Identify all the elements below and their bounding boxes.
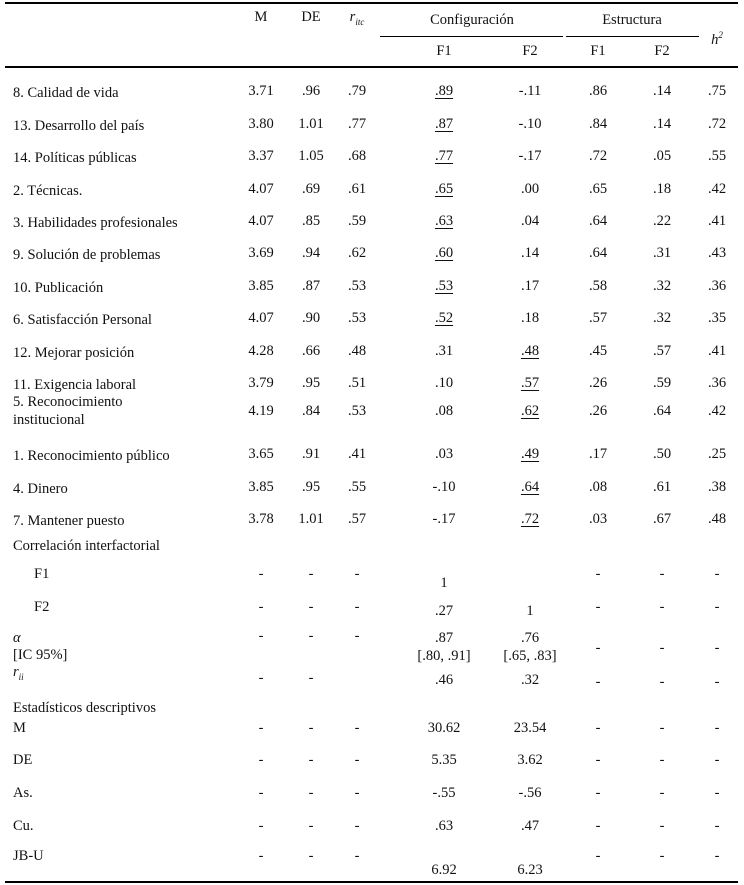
- item-ef2: .67: [652, 511, 672, 527]
- rii-sub: ii: [18, 671, 24, 682]
- dash-ef2: -: [659, 566, 665, 582]
- item-label-line2: institucional: [13, 412, 85, 428]
- item-de: .95: [301, 375, 321, 391]
- header-de: DE: [301, 9, 321, 25]
- descriptive-label: As.: [13, 785, 33, 801]
- item-de: .96: [301, 83, 321, 99]
- item-de: .90: [301, 310, 321, 326]
- descriptive-ef2: -: [659, 848, 665, 864]
- item-label: 8. Calidad de vida: [13, 85, 119, 101]
- descriptive-ritc: -: [354, 818, 360, 834]
- rii-cf1: .46: [434, 672, 454, 688]
- item-ef1: .64: [588, 213, 608, 229]
- item-cf1: .03: [434, 446, 454, 462]
- descriptive-ef1: -: [595, 818, 601, 834]
- item-ritc: .77: [347, 116, 367, 132]
- item-cf1: .10: [434, 375, 454, 391]
- descriptive-ef1: -: [595, 752, 601, 768]
- descriptive-de: -: [308, 752, 314, 768]
- item-h2: .38: [707, 479, 727, 495]
- descriptive-h2: -: [714, 818, 720, 834]
- item-h2: .43: [707, 245, 727, 261]
- item-h2: .42: [707, 403, 727, 419]
- descriptive-cf1: 6.92: [431, 862, 457, 878]
- item-cf1: .52: [434, 310, 454, 326]
- descriptive-de: -: [308, 785, 314, 801]
- item-m: 3.78: [248, 511, 274, 527]
- item-label: 12. Mejorar posición: [13, 345, 135, 361]
- header-ritc: [350, 9, 365, 30]
- item-label: 7. Mantener puesto: [13, 513, 125, 529]
- descriptive-label: JB-U: [13, 848, 44, 864]
- item-m: 3.79: [248, 375, 274, 391]
- correlation-row-label: F2: [34, 599, 50, 615]
- item-cf1: .63: [434, 213, 454, 229]
- alpha-ef2: -: [659, 640, 665, 656]
- item-de: 1.05: [298, 148, 324, 164]
- dash-ef1: -: [595, 599, 601, 615]
- item-cf2: .17: [520, 278, 540, 294]
- descriptive-m: -: [258, 818, 264, 834]
- descriptive-cf1: .63: [434, 818, 454, 834]
- item-ef1: .08: [588, 479, 608, 495]
- item-label: 10. Publicación: [13, 280, 104, 296]
- descriptive-ef2: -: [659, 785, 665, 801]
- item-label: 6. Satisfacción Personal: [13, 312, 152, 328]
- descriptive-ritc: -: [354, 752, 360, 768]
- item-ritc: .53: [347, 310, 367, 326]
- correlation-cf1: .27: [434, 603, 454, 619]
- alpha-ef1: -: [595, 640, 601, 656]
- dash-ef2: -: [659, 599, 665, 615]
- item-ritc: .61: [347, 181, 367, 197]
- rii-m: -: [258, 670, 264, 686]
- item-ritc: .48: [347, 343, 367, 359]
- descriptive-ritc: -: [354, 848, 360, 864]
- item-h2: .48: [707, 511, 727, 527]
- item-cf1: .53: [434, 278, 454, 294]
- rii-ef2: -: [659, 674, 665, 690]
- descriptive-h2: -: [714, 785, 720, 801]
- item-cf1: .60: [434, 245, 454, 261]
- item-ritc: .62: [347, 245, 367, 261]
- dash-m: -: [258, 599, 264, 615]
- descriptive-cf1: -.55: [432, 785, 456, 801]
- item-cf2: .18: [520, 310, 540, 326]
- descriptive-ritc: -: [354, 720, 360, 736]
- header-rule: [5, 66, 738, 68]
- item-label: 11. Exigencia laboral: [13, 377, 137, 393]
- descriptives-title: Estadísticos descriptivos: [13, 700, 156, 716]
- item-ef2: .14: [652, 116, 672, 132]
- descriptive-de: -: [308, 720, 314, 736]
- header-config-f1: F1: [436, 43, 452, 59]
- item-h2: .41: [707, 213, 727, 229]
- item-ef2: .59: [652, 375, 672, 391]
- item-cf1: .89: [434, 83, 454, 99]
- item-cf1: .08: [434, 403, 454, 419]
- descriptive-cf1: 30.62: [427, 720, 461, 736]
- descriptive-m: -: [258, 720, 264, 736]
- item-label: 1. Reconocimiento público: [13, 448, 170, 464]
- item-ritc: .57: [347, 511, 367, 527]
- descriptive-cf1: 5.35: [431, 752, 457, 768]
- item-ef1: .26: [588, 403, 608, 419]
- item-m: 3.80: [248, 116, 274, 132]
- item-ef2: .32: [652, 310, 672, 326]
- item-de: 1.01: [298, 511, 324, 527]
- item-ef2: .14: [652, 83, 672, 99]
- item-m: 4.07: [248, 213, 274, 229]
- item-de: .87: [301, 278, 321, 294]
- item-ef2: .18: [652, 181, 672, 197]
- descriptive-ef1: -: [595, 720, 601, 736]
- item-cf2: -.11: [518, 83, 542, 99]
- item-ef2: .57: [652, 343, 672, 359]
- item-ef2: .32: [652, 278, 672, 294]
- correlation-cf1: 1: [440, 575, 448, 591]
- descriptive-cf2: 23.54: [513, 720, 547, 736]
- item-cf1: .65: [434, 181, 454, 197]
- item-m: 3.85: [248, 278, 274, 294]
- bottom-rule: [5, 881, 738, 883]
- item-ef1: .72: [588, 148, 608, 164]
- correlation-title: Correlación interfactorial: [13, 538, 160, 554]
- header-estructura: Estructura: [602, 12, 662, 28]
- item-ritc: .55: [347, 479, 367, 495]
- item-m: 4.28: [248, 343, 274, 359]
- descriptive-ef2: -: [659, 752, 665, 768]
- item-h2: .72: [707, 116, 727, 132]
- descriptive-h2: -: [714, 752, 720, 768]
- item-de: .69: [301, 181, 321, 197]
- descriptive-de: -: [308, 818, 314, 834]
- item-de: .94: [301, 245, 321, 261]
- correlation-row-label: F1: [34, 566, 50, 582]
- item-cf2: .49: [520, 446, 540, 462]
- item-cf2: .62: [520, 403, 540, 419]
- item-h2: .36: [707, 375, 727, 391]
- descriptive-cf2: -.56: [518, 785, 542, 801]
- item-de: .91: [301, 446, 321, 462]
- item-cf1: .31: [434, 343, 454, 359]
- descriptive-ef2: -: [659, 720, 665, 736]
- ci-cf1: [.80, .91]: [417, 648, 471, 664]
- item-ef2: .22: [652, 213, 672, 229]
- rii-h2: -: [714, 674, 720, 690]
- dash-ritc: -: [354, 599, 360, 615]
- h2-base: h: [711, 31, 719, 48]
- estructura-subrule: [566, 36, 699, 37]
- item-ef1: .58: [588, 278, 608, 294]
- item-cf2: -.10: [518, 116, 542, 132]
- descriptive-h2: -: [714, 720, 720, 736]
- header-h2: [711, 27, 723, 48]
- h2-sup: 2: [718, 30, 723, 40]
- item-ritc: .68: [347, 148, 367, 164]
- item-ef2: .64: [652, 403, 672, 419]
- item-ef2: .05: [652, 148, 672, 164]
- item-cf1: .77: [434, 148, 454, 164]
- item-ritc: .51: [347, 375, 367, 391]
- item-ef1: .86: [588, 83, 608, 99]
- ritc-sub: itc: [355, 16, 365, 27]
- descriptive-cf2: .47: [520, 818, 540, 834]
- descriptive-m: -: [258, 752, 264, 768]
- item-ef2: .31: [652, 245, 672, 261]
- dash-h2: -: [714, 599, 720, 615]
- alpha-m: -: [258, 628, 264, 644]
- item-m: 3.71: [248, 83, 274, 99]
- item-label: 2. Técnicas.: [13, 183, 83, 199]
- item-cf2: .48: [520, 343, 540, 359]
- item-ef1: .45: [588, 343, 608, 359]
- item-h2: .42: [707, 181, 727, 197]
- item-cf2: .04: [520, 213, 540, 229]
- item-label: 13. Desarrollo del país: [13, 118, 145, 134]
- item-ritc: .53: [347, 278, 367, 294]
- item-h2: .25: [707, 446, 727, 462]
- item-cf2: -.17: [518, 148, 542, 164]
- header-config-f2: F2: [522, 43, 538, 59]
- configuracion-subrule: [380, 36, 563, 37]
- alpha-ritc: -: [354, 628, 360, 644]
- item-h2: .41: [707, 343, 727, 359]
- item-ef1: .84: [588, 116, 608, 132]
- alpha-cf2: .76: [520, 630, 540, 646]
- header-estr-f2: F2: [654, 43, 670, 59]
- item-m: 4.19: [248, 403, 274, 419]
- item-cf2: .64: [520, 479, 540, 495]
- item-ef1: .17: [588, 446, 608, 462]
- descriptive-h2: -: [714, 848, 720, 864]
- item-m: 4.07: [248, 310, 274, 326]
- item-m: 3.65: [248, 446, 274, 462]
- item-ef2: .61: [652, 479, 672, 495]
- rii-ef1: -: [595, 674, 601, 690]
- rii-base: r: [13, 664, 19, 680]
- item-label: 4. Dinero: [13, 481, 68, 497]
- item-label: 3. Habilidades profesionales: [13, 215, 178, 231]
- item-h2: .36: [707, 278, 727, 294]
- item-cf2: .72: [520, 511, 540, 527]
- item-label: 14. Políticas públicas: [13, 150, 137, 166]
- item-ef2: .50: [652, 446, 672, 462]
- header-m: M: [254, 9, 268, 25]
- item-de: .85: [301, 213, 321, 229]
- item-h2: .55: [707, 148, 727, 164]
- item-cf1: .87: [434, 116, 454, 132]
- alpha-h2: -: [714, 640, 720, 656]
- item-ritc: .41: [347, 446, 367, 462]
- alpha-cf1: .87: [434, 630, 454, 646]
- item-ef1: .65: [588, 181, 608, 197]
- dash-m: -: [258, 566, 264, 582]
- item-de: 1.01: [298, 116, 324, 132]
- item-de: .84: [301, 403, 321, 419]
- item-cf1: -.10: [432, 479, 456, 495]
- ci-cf2: [.65, .83]: [503, 648, 557, 664]
- item-m: 4.07: [248, 181, 274, 197]
- header-configuracion: Configuración: [430, 12, 514, 28]
- item-ef1: .03: [588, 511, 608, 527]
- item-de: .95: [301, 479, 321, 495]
- item-de: .66: [301, 343, 321, 359]
- header-estr-f1: F1: [590, 43, 606, 59]
- descriptive-label: Cu.: [13, 818, 34, 834]
- descriptive-de: -: [308, 848, 314, 864]
- dash-h2: -: [714, 566, 720, 582]
- item-cf1: -.17: [432, 511, 456, 527]
- item-ef1: .64: [588, 245, 608, 261]
- ci-label: [IC 95%]: [13, 647, 68, 663]
- descriptive-label: DE: [13, 752, 33, 768]
- item-h2: .75: [707, 83, 727, 99]
- item-ef1: .57: [588, 310, 608, 326]
- item-label: 9. Solución de problemas: [13, 247, 161, 263]
- descriptive-cf2: 3.62: [517, 752, 543, 768]
- item-ritc: .53: [347, 403, 367, 419]
- dash-ef1: -: [595, 566, 601, 582]
- dash-de: -: [308, 566, 314, 582]
- item-m: 3.69: [248, 245, 274, 261]
- item-m: 3.85: [248, 479, 274, 495]
- item-cf2: .57: [520, 375, 540, 391]
- dash-ritc: -: [354, 566, 360, 582]
- descriptive-label: M: [13, 720, 26, 736]
- descriptive-cf2: 6.23: [517, 862, 543, 878]
- descriptive-ef1: -: [595, 848, 601, 864]
- top-rule: [5, 2, 738, 4]
- rii-de: -: [308, 670, 314, 686]
- item-label: 5. Reconocimiento: [13, 394, 123, 410]
- item-ritc: .79: [347, 83, 367, 99]
- descriptive-m: -: [258, 848, 264, 864]
- descriptive-ef2: -: [659, 818, 665, 834]
- item-cf2: .00: [520, 181, 540, 197]
- alpha-de: -: [308, 628, 314, 644]
- item-m: 3.37: [248, 148, 274, 164]
- item-cf2: .14: [520, 245, 540, 261]
- descriptive-ritc: -: [354, 785, 360, 801]
- correlation-cf2: 1: [526, 603, 534, 619]
- item-ef1: .26: [588, 375, 608, 391]
- descriptive-m: -: [258, 785, 264, 801]
- rii-cf2: .32: [520, 672, 540, 688]
- dash-de: -: [308, 599, 314, 615]
- alpha-label: α: [13, 630, 21, 646]
- item-h2: .35: [707, 310, 727, 326]
- item-ritc: .59: [347, 213, 367, 229]
- ritc-base: r: [349, 9, 356, 25]
- descriptive-ef1: -: [595, 785, 601, 801]
- rii-label: [13, 664, 24, 685]
